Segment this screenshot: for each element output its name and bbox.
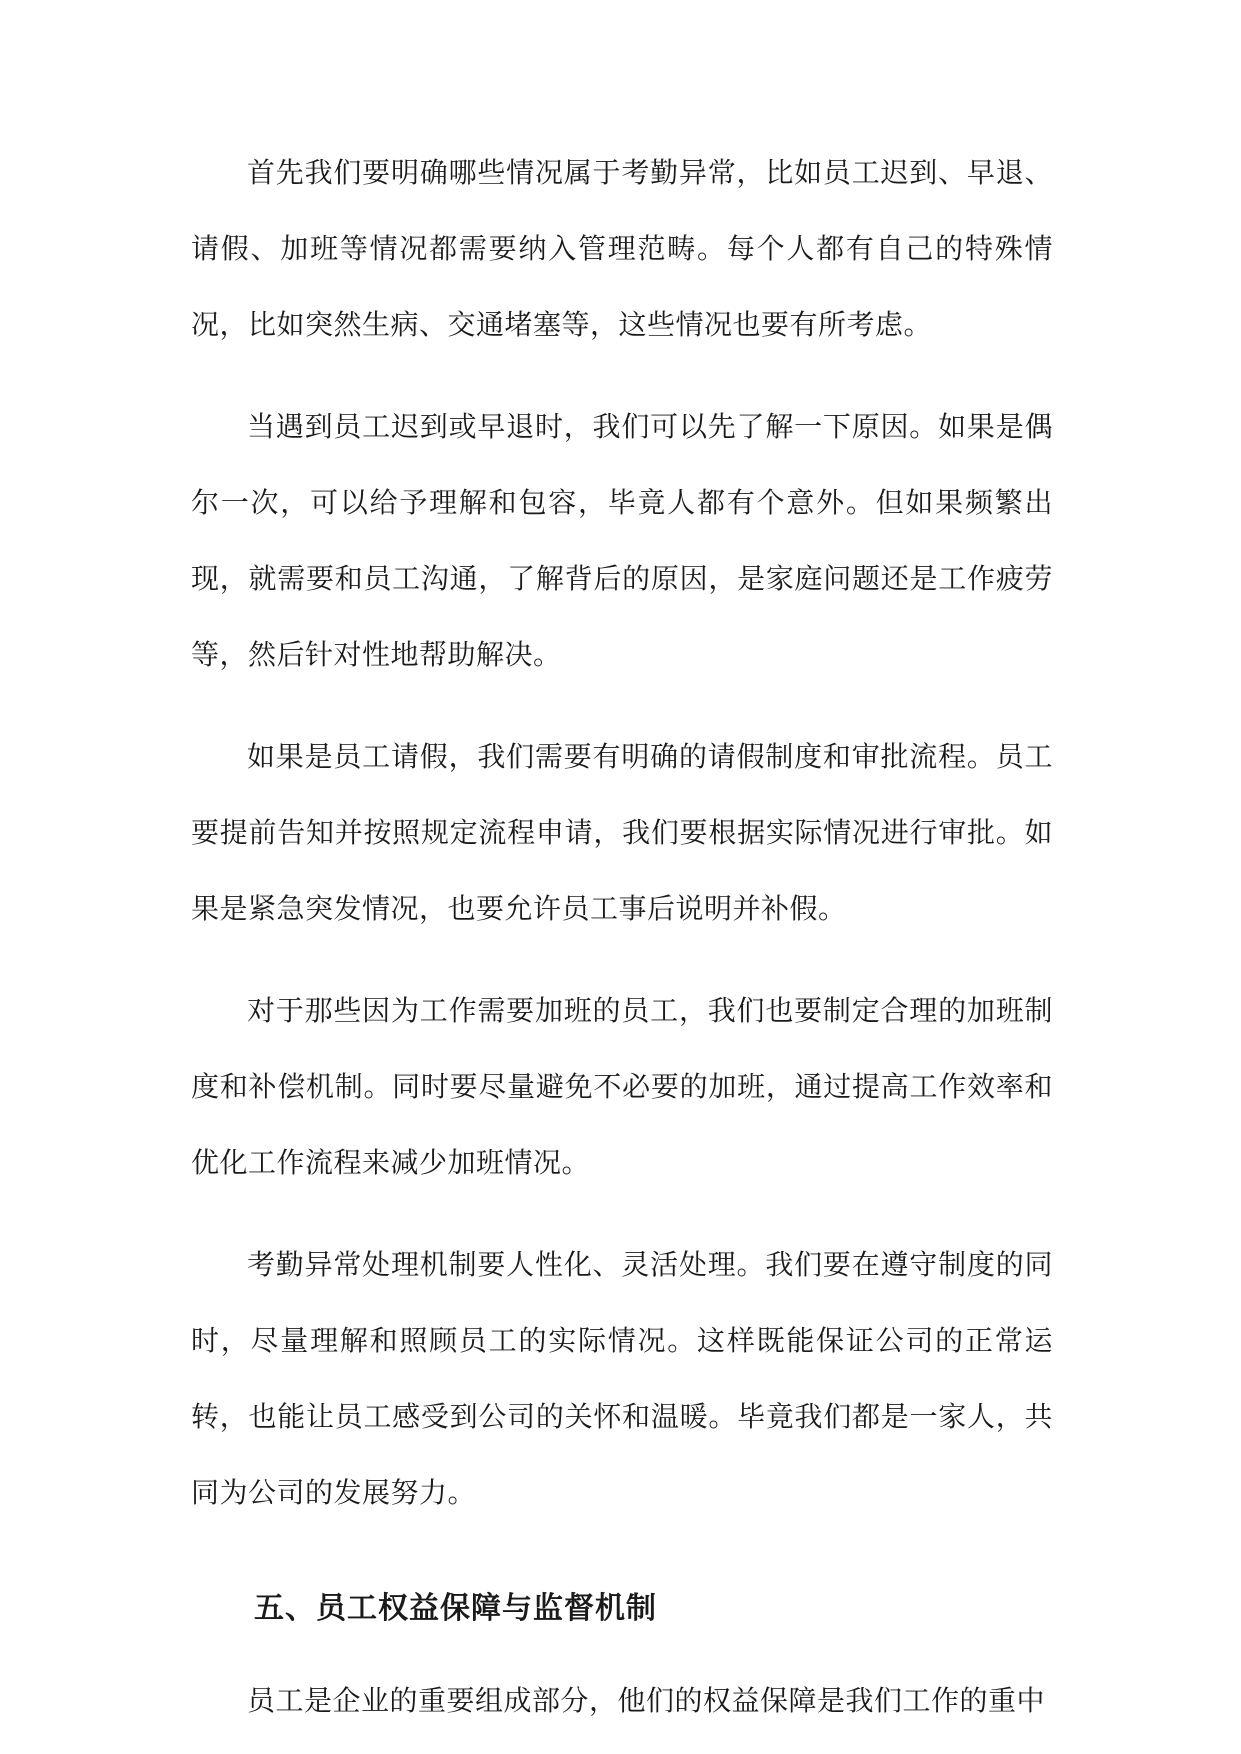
document-body — [191, 135, 1053, 1739]
paragraph-overtime: 对于那些因为工作需要加班的员工，我们也要制定合理的加班制度和补偿机制。同时要尽量避免不必要的加班，通过提高工作效率和优化工作流程来减少加班情况。 — [191, 994, 1053, 1179]
paragraph-employee-rights: 员工是企业的重要组成部分，他们的权益保障是我们工作的重中 — [247, 1684, 1046, 1717]
paragraph-late-early-leave: 当遇到员工迟到或早退时，我们可以先了解一下原因。如果是偶尔一次，可以给予理解和包容，毕竟人都有个意外。但如果频繁出现，就需要和员工沟通，了解背后的原因，是家庭问题还是工作疲劳等，然后针对性地帮助解决。 — [191, 410, 1053, 671]
section-heading: 五、员工权益保障与监督机制 — [254, 1591, 657, 1626]
paragraph-attendance-definition: 首先我们要明确哪些情况属于考勤异常，比如员工迟到、早退、请假、加班等情况都需要纳入管理范畴。每个人都有自己的特殊情况，比如突然生病、交通堵塞等，这些情况也要有所考虑。 — [191, 156, 1053, 341]
paragraph-humane-handling: 考勤异常处理机制要人性化、灵活处理。我们要在遵守制度的同时，尽量理解和照顾员工的实际情况。这样既能保证公司的正常运转，也能让员工感受到公司的关怀和温暖。毕竟我们都是一家人，共同为公司的发展努力。 — [191, 1248, 1053, 1509]
paragraph-leave-request: 如果是员工请假，我们需要有明确的请假制度和审批流程。员工要提前告知并按照规定流程申请，我们要根据实际情况进行审批。如果是紧急突发情况，也要允许员工事后说明并补假。 — [191, 740, 1053, 925]
